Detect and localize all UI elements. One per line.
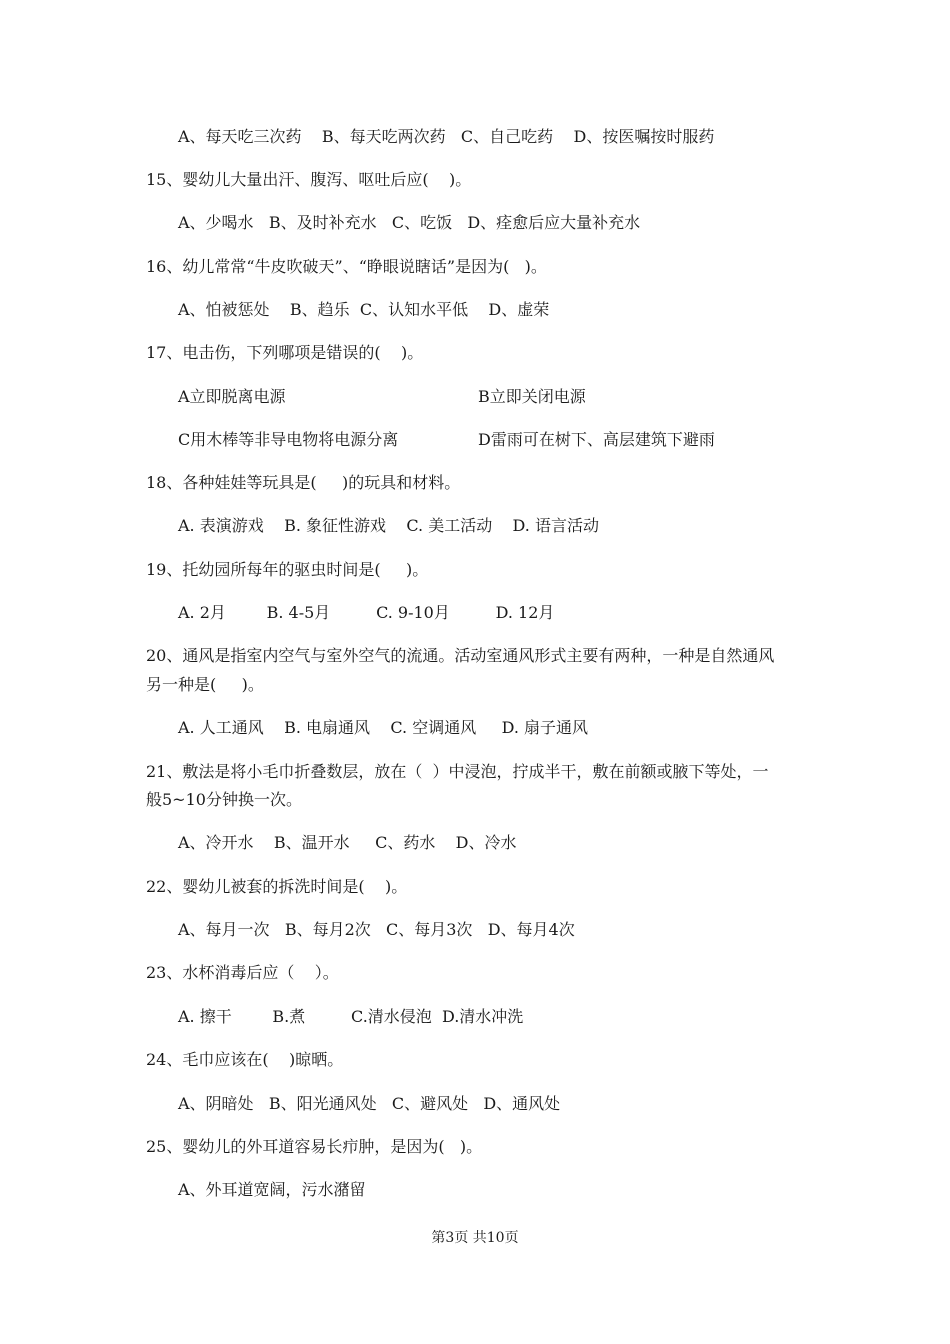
option-25a: A、外耳道宽阔，污水潴留: [178, 1180, 366, 1199]
option-17d: D雷雨可在树下、高层建筑下避雨: [478, 430, 715, 449]
option-17c: C用木棒等非导电物将电源分离: [178, 430, 399, 449]
page-footer: 第3页 共10页: [431, 1230, 519, 1246]
question-23: 23、水杯消毒后应（ ）。: [146, 963, 339, 982]
options-q22: A、每月一次 B、每月2次 C、每月3次 D、每月4次: [178, 920, 575, 939]
question-20: 20、通风是指室内空气与室外空气的流通。活动室通风形式主要有两种，一种是自然通风: [146, 646, 775, 665]
question-15: 15、婴幼儿大量出汗、腹泻、呕吐后应( )。: [146, 170, 472, 189]
question-25: 25、婴幼儿的外耳道容易长疖肿，是因为( )。: [146, 1137, 483, 1156]
options-q15: A、少喝水 B、及时补充水 C、吃饭 D、痊愈后应大量补充水: [178, 213, 641, 232]
option-17b: B立即关闭电源: [478, 387, 586, 406]
question-17: 17、电击伤，下列哪项是错误的( )。: [146, 343, 424, 362]
question-20-cont: 另一种是( )。: [146, 675, 264, 694]
question-16: 16、幼儿常常“牛皮吹破天”、“睁眼说瞎话”是因为( )。: [146, 257, 547, 276]
options-q18: A. 表演游戏 B. 象征性游戏 C. 美工活动 D. 语言活动: [178, 516, 599, 535]
options-q16: A、怕被惩处 B、趋乐 C、认知水平低 D、虚荣: [178, 300, 550, 319]
question-21-cont: 般5~10分钟换一次。: [146, 790, 302, 809]
options-q19: A. 2月 B. 4-5月 C. 9-10月 D. 12月: [178, 603, 555, 622]
question-22: 22、婴幼儿被套的拆洗时间是( )。: [146, 877, 408, 896]
option-17a: A立即脱离电源: [178, 387, 286, 406]
question-18: 18、各种娃娃等玩具是( )的玩具和材料。: [146, 473, 461, 492]
options-q20: A. 人工通风 B. 电扇通风 C. 空调通风 D. 扇子通风: [178, 718, 589, 737]
options-q23: A. 擦干 B.煮 C.清水侵泡 D.清水冲洗: [178, 1007, 524, 1026]
question-19: 19、托幼园所每年的驱虫时间是( )。: [146, 560, 429, 579]
options-q21: A、冷开水 B、温开水 C、药水 D、冷水: [178, 833, 517, 852]
question-24: 24、毛巾应该在( )晾晒。: [146, 1050, 344, 1069]
options-q24: A、阴暗处 B、阳光通风处 C、避风处 D、通风处: [178, 1094, 561, 1113]
options-q14: A、每天吃三次药 B、每天吃两次药 C、自己吃药 D、按医嘱按时服药: [178, 127, 715, 146]
question-21: 21、敷法是将小毛巾折叠数层，放在（ ）中浸泡，拧成半干，敷在前额或腋下等处，一: [146, 762, 769, 781]
